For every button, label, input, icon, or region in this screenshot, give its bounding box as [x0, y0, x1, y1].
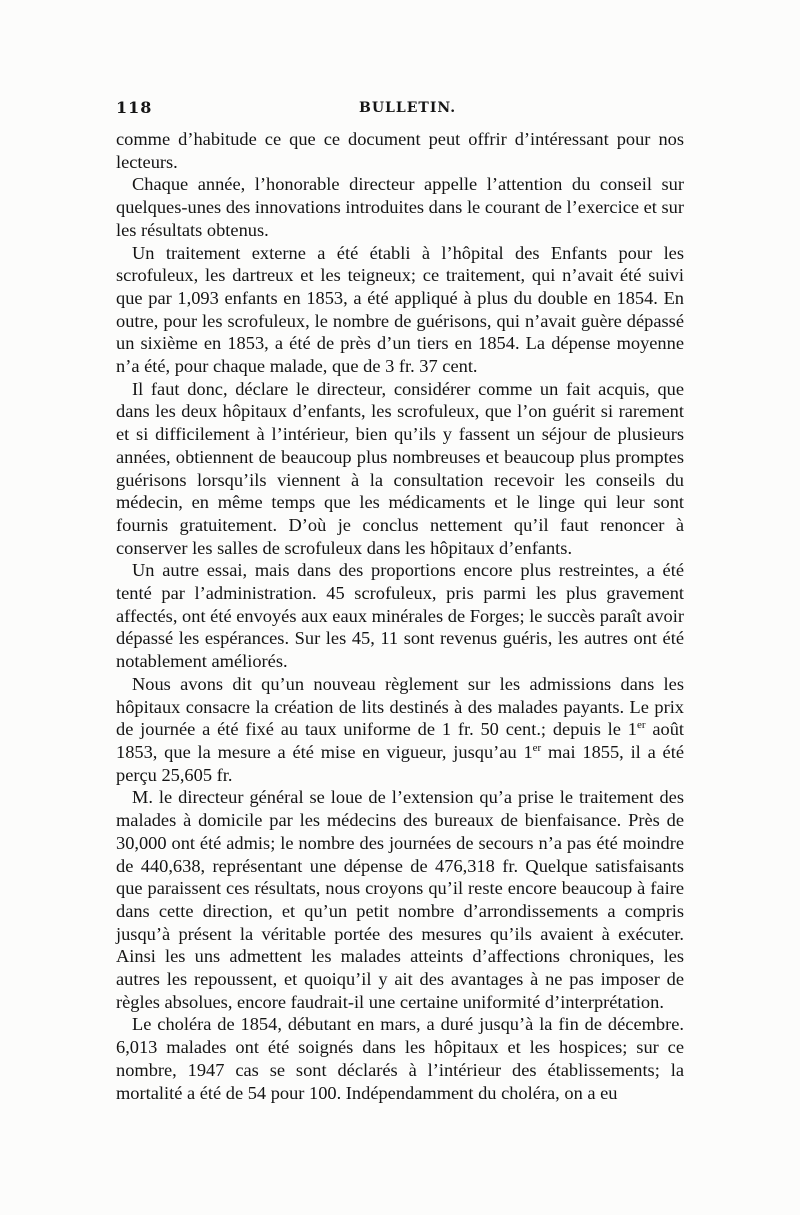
paragraph-text: Il faut donc, déclare le directeur, considérer comme un fait acquis, que dans les deux hôpitaux d’enfants, les scrofuleux, que l’on guérit si rarement et si difficilement à l’intérieur, bien qu’ils y fassent un séjour de plusieurs années, obtiennent de beaucoup plus nombreuses et beaucoup plus promptes guérisons lorsqu’ils viennent à la consultation recevoir les conseils du médecin, en même temps que les médicaments et le linge qui leur sont fournis gratuitement. D’où je conclus nettement qu’il faut renoncer à conserver les salles de scrofuleux dans les hôpitaux d’enfants.: [116, 378, 684, 558]
paragraph-text: comme d’habitude ce que ce document peut offrir d’intéressant pour nos lecteurs.: [116, 129, 684, 172]
paragraph-text: mai 1855, il a été perçu 25,605 fr.: [116, 741, 684, 785]
paragraph-text: Le choléra de 1854, débutant en mars, a duré jusqu’à la fin de décembre. 6,013 malades ont été soignés dans les hôpitaux et les hospices; sur ce nombre, 1947 cas se sont déclarés à l’intérieur des établissements; la mortalité a été de 54 pour 100. Indépendamment du choléra, on a eu: [116, 1014, 684, 1103]
paragraph-directeur: [116, 173, 684, 241]
paragraph-cholera: [116, 1013, 684, 1104]
paragraph-directeur-general: [116, 786, 684, 1013]
paragraph-text: Chaque année, l’honorable directeur appelle l’attention du conseil sur quelques-unes des innovations introduites dans le courant de l’exercice et sur les résultats obtenus.: [116, 174, 684, 240]
page-number: 118: [116, 98, 153, 117]
paragraph-text: M. le directeur général se loue de l’extension qu’a prise le traitement des malades à domicile par les médecins des bureaux de bienfaisance. Près de 30,000 ont été admis; le nombre des journées de secours n’a pas été moindre de 440,638, représentant une dépense de 476,318 fr. Quelque satisfaisants que paraissent ces résultats, nous croyons qu’il reste encore beaucoup à faire dans cette direction, et qu’un petit nombre d’arrondissements a compris jusqu’à présent la véritable portée des mesures qu’ils avaient à exécuter. Ainsi les uns admettent les malades atteints d’affections chroniques, les autres les repoussent, et quoiqu’il y ait des avantages à ne pas imposer de règles absolues, encore faudrait-il une certaine uniformité d’interprétation.: [116, 787, 684, 1012]
paragraph-text: Un traitement externe a été établi à l’hôpital des Enfants pour les scrofuleux, les dartreux et les teigneux; ce traitement, qui n’avait été suivi que par 1,093 enfants en 1853, a été appliqué à plus du double en 1854. En outre, pour les scrofuleux, le nombre de guérisons, qui n’avait guère dépassé un sixième en 1853, a été de près d’un tiers en 1854. La dépense moyenne n’a été, pour chaque malade, que de 3 fr. 37 cent.: [116, 242, 684, 377]
body-text: [116, 128, 684, 1104]
paragraph-fait-acquis: [116, 378, 684, 560]
paragraph-continuation: [116, 128, 684, 173]
superscript: er: [532, 741, 542, 754]
paragraph-reglement: [116, 673, 684, 787]
paragraph-text: Un autre essai, mais dans des proportions encore plus restreintes, a été tenté par l’administration. 45 scrofuleux, pris parmi les plus gravement affectés, ont été envoyés aux eaux minérales de Forges; le succès paraît avoir dépassé les espérances. Sur les 45, 11 sont revenus guéris, les autres ont été notablement améliorés.: [116, 560, 684, 672]
superscript: er: [636, 719, 646, 732]
paragraph-autre-essai: [116, 559, 684, 673]
paragraph-text: Nous avons dit qu’un nouveau règlement sur les admissions dans les hôpitaux consacre la création de lits destinés à des malades payants. Le prix de journée a été fixé au taux uniforme de 1 fr. 50 cent.; depuis le 1: [116, 673, 684, 740]
running-head: BULLETIN.: [359, 100, 457, 116]
page-header: [116, 98, 684, 122]
paragraph-traitement-externe: [116, 242, 684, 378]
paragraph-text: août 1853, que la mesure a été mise en vigueur, jusqu’au 1: [116, 719, 684, 762]
